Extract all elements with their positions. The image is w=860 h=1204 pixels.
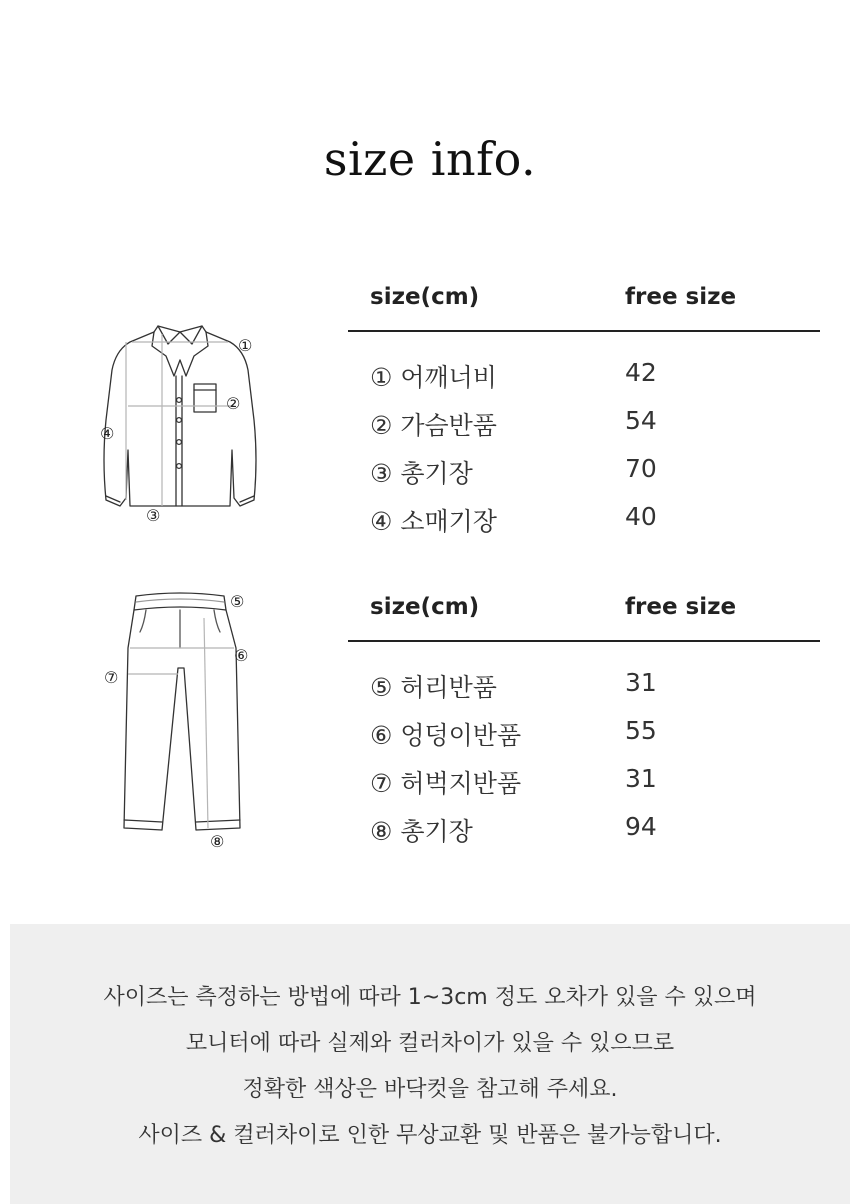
table-row — [348, 656, 820, 704]
notice-line: 사이즈는 측정하는 방법에 따라 1~3cm 정도 오차가 있을 수 있으며 — [103, 985, 757, 1010]
table-row — [348, 442, 820, 490]
row-value: 31 — [625, 668, 657, 697]
table-row — [348, 490, 820, 538]
marker-1: ① — [238, 336, 253, 355]
row-label: ⑦ 허벅지반품 — [370, 769, 522, 798]
row-label: ③ 총기장 — [370, 459, 473, 488]
pants-icon — [100, 588, 260, 858]
marker-3: ③ — [146, 506, 161, 525]
row-value: 42 — [625, 358, 657, 387]
row-value: 54 — [625, 406, 657, 435]
page-title: size info. — [323, 132, 537, 186]
notice-box — [10, 924, 850, 1204]
row-label: ⑤ 허리반품 — [370, 673, 497, 702]
table-header — [348, 272, 820, 332]
pants-illustration — [100, 588, 260, 858]
row-value: 70 — [625, 454, 657, 483]
top-size-table — [348, 272, 820, 538]
row-value: 40 — [625, 502, 657, 531]
header-size: size(cm) — [370, 284, 480, 310]
notice-line: 모니터에 따라 실제와 컬러차이가 있을 수 있으므로 — [185, 1031, 675, 1056]
row-label: ① 어깨너비 — [370, 363, 497, 392]
marker-5: ⑤ — [230, 592, 245, 611]
table-row — [348, 704, 820, 752]
shirt-illustration — [96, 320, 266, 530]
bottom-size-table — [348, 582, 820, 848]
row-label: ② 가슴반품 — [370, 411, 497, 440]
table-row — [348, 752, 820, 800]
row-value: 94 — [625, 812, 657, 841]
marker-2: ② — [226, 394, 241, 413]
table-row — [348, 800, 820, 848]
notice-line: 정확한 색상은 바닥컷을 참고해 주세요. — [242, 1077, 618, 1102]
row-label: ⑧ 총기장 — [370, 817, 473, 846]
header-free-size: free size — [625, 284, 737, 310]
row-label: ④ 소매기장 — [370, 507, 497, 536]
marker-7: ⑦ — [104, 668, 119, 687]
marker-6: ⑥ — [234, 646, 249, 665]
header-free-size: free size — [625, 594, 737, 620]
table-row — [348, 346, 820, 394]
header-size: size(cm) — [370, 594, 480, 620]
row-value: 31 — [625, 764, 657, 793]
table-header — [348, 582, 820, 642]
row-label: ⑥ 엉덩이반품 — [370, 721, 522, 750]
row-value: 55 — [625, 716, 657, 745]
marker-8: ⑧ — [210, 832, 225, 851]
notice-line: 사이즈 & 컬러차이로 인한 무상교환 및 반품은 불가능합니다. — [138, 1123, 722, 1148]
table-row — [348, 394, 820, 442]
marker-4: ④ — [100, 424, 115, 443]
